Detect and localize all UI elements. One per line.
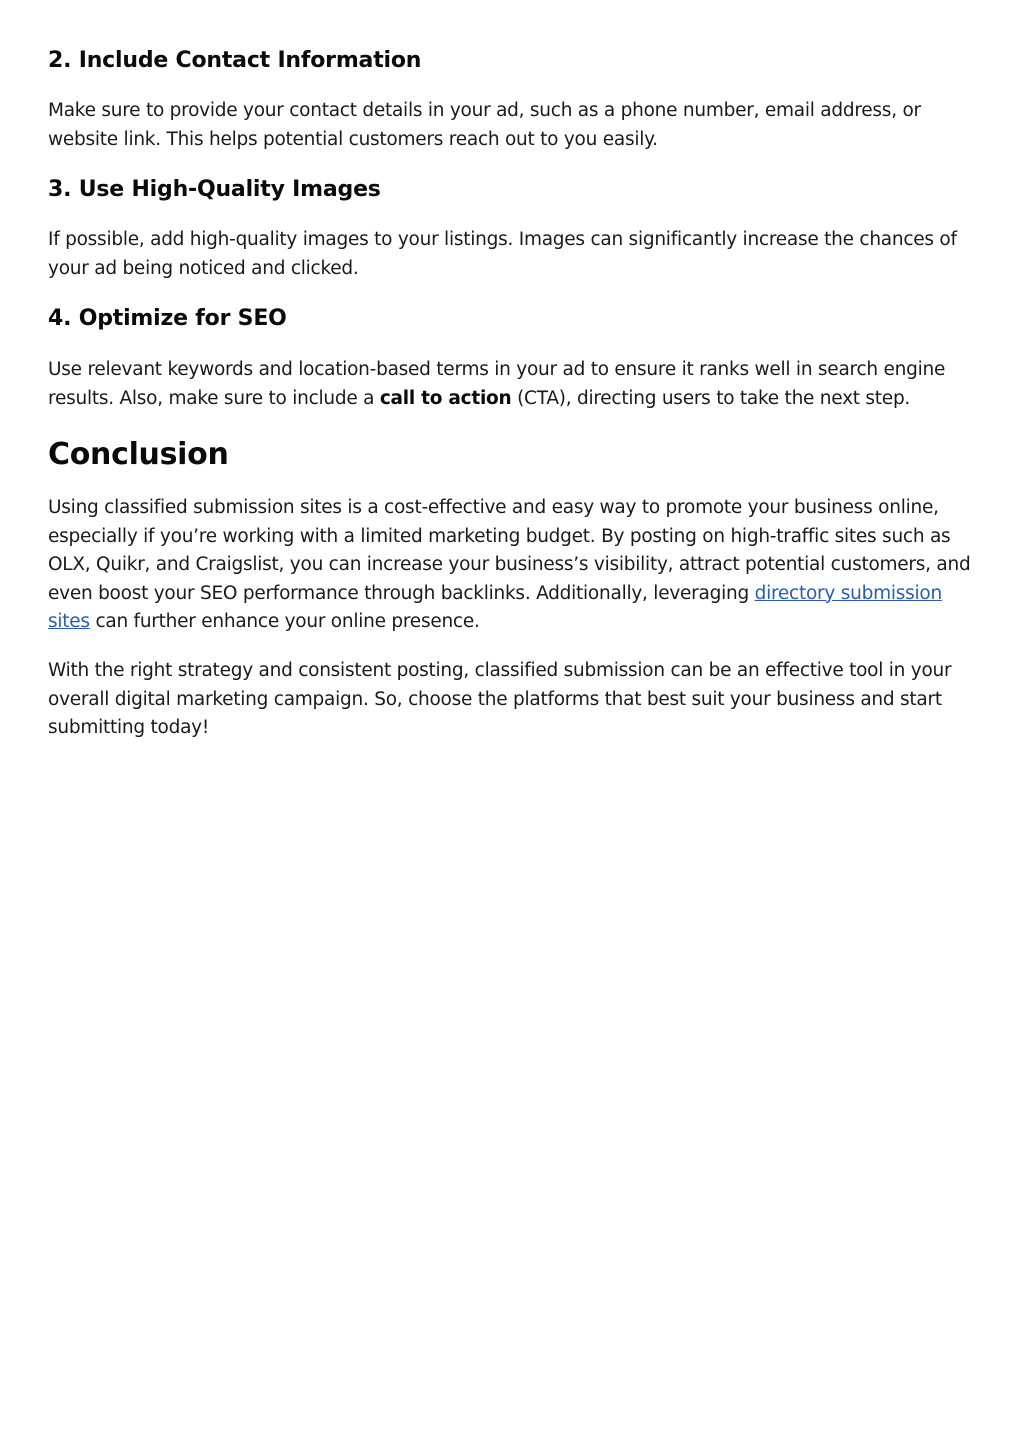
section-heading-contact-information: 2. Include Contact Information bbox=[48, 48, 422, 73]
section-body-optimize-seo bbox=[48, 356, 973, 413]
conclusion-heading: Conclusion bbox=[48, 437, 229, 472]
section-heading-optimize-seo: 4. Optimize for SEO bbox=[48, 306, 287, 331]
seo-text-end: (CTA), directing users to take the next step. bbox=[511, 387, 911, 409]
conclusion-text-end: can further enhance your online presence. bbox=[89, 611, 480, 632]
conclusion-paragraph-2: With the right strategy and consistent posting, classified submission can be an effective tool in your overall digital marketing campaign. So, choose the platforms that best suit your business and start submitting today! bbox=[48, 660, 952, 738]
conclusion-text-start: Using classified submission sites is a cost-effective and easy way to promote your business online, especially if you’re working with a limited marketing budget. By posting on high-traffic sites such as OLX, Quikr, and Craigslist, you can increase your business’s visibility, attract potential customers, and even boost your SEO performance through backlinks. Additionally, leveraging bbox=[48, 497, 971, 604]
section-heading-high-quality-images: 3. Use High-Quality Images bbox=[48, 177, 381, 202]
section-body-contact-information: Make sure to provide your contact details in your ad, such as a phone number, email address, or website link. This helps potential customers reach out to you easily. bbox=[48, 100, 921, 150]
directory-submission-sites-link[interactable]: directory submission sites bbox=[48, 582, 942, 632]
conclusion-paragraph-1 bbox=[48, 494, 973, 637]
section-body-high-quality-images: If possible, add high-quality images to your listings. Images can significantly increase the chances of your ad being noticed and clicked. bbox=[48, 229, 957, 279]
seo-text-bold: call to action bbox=[379, 387, 512, 409]
seo-text-start: Use relevant keywords and location-based terms in your ad to ensure it ranks well in search engine results. Also, make sure to include a bbox=[48, 359, 946, 409]
